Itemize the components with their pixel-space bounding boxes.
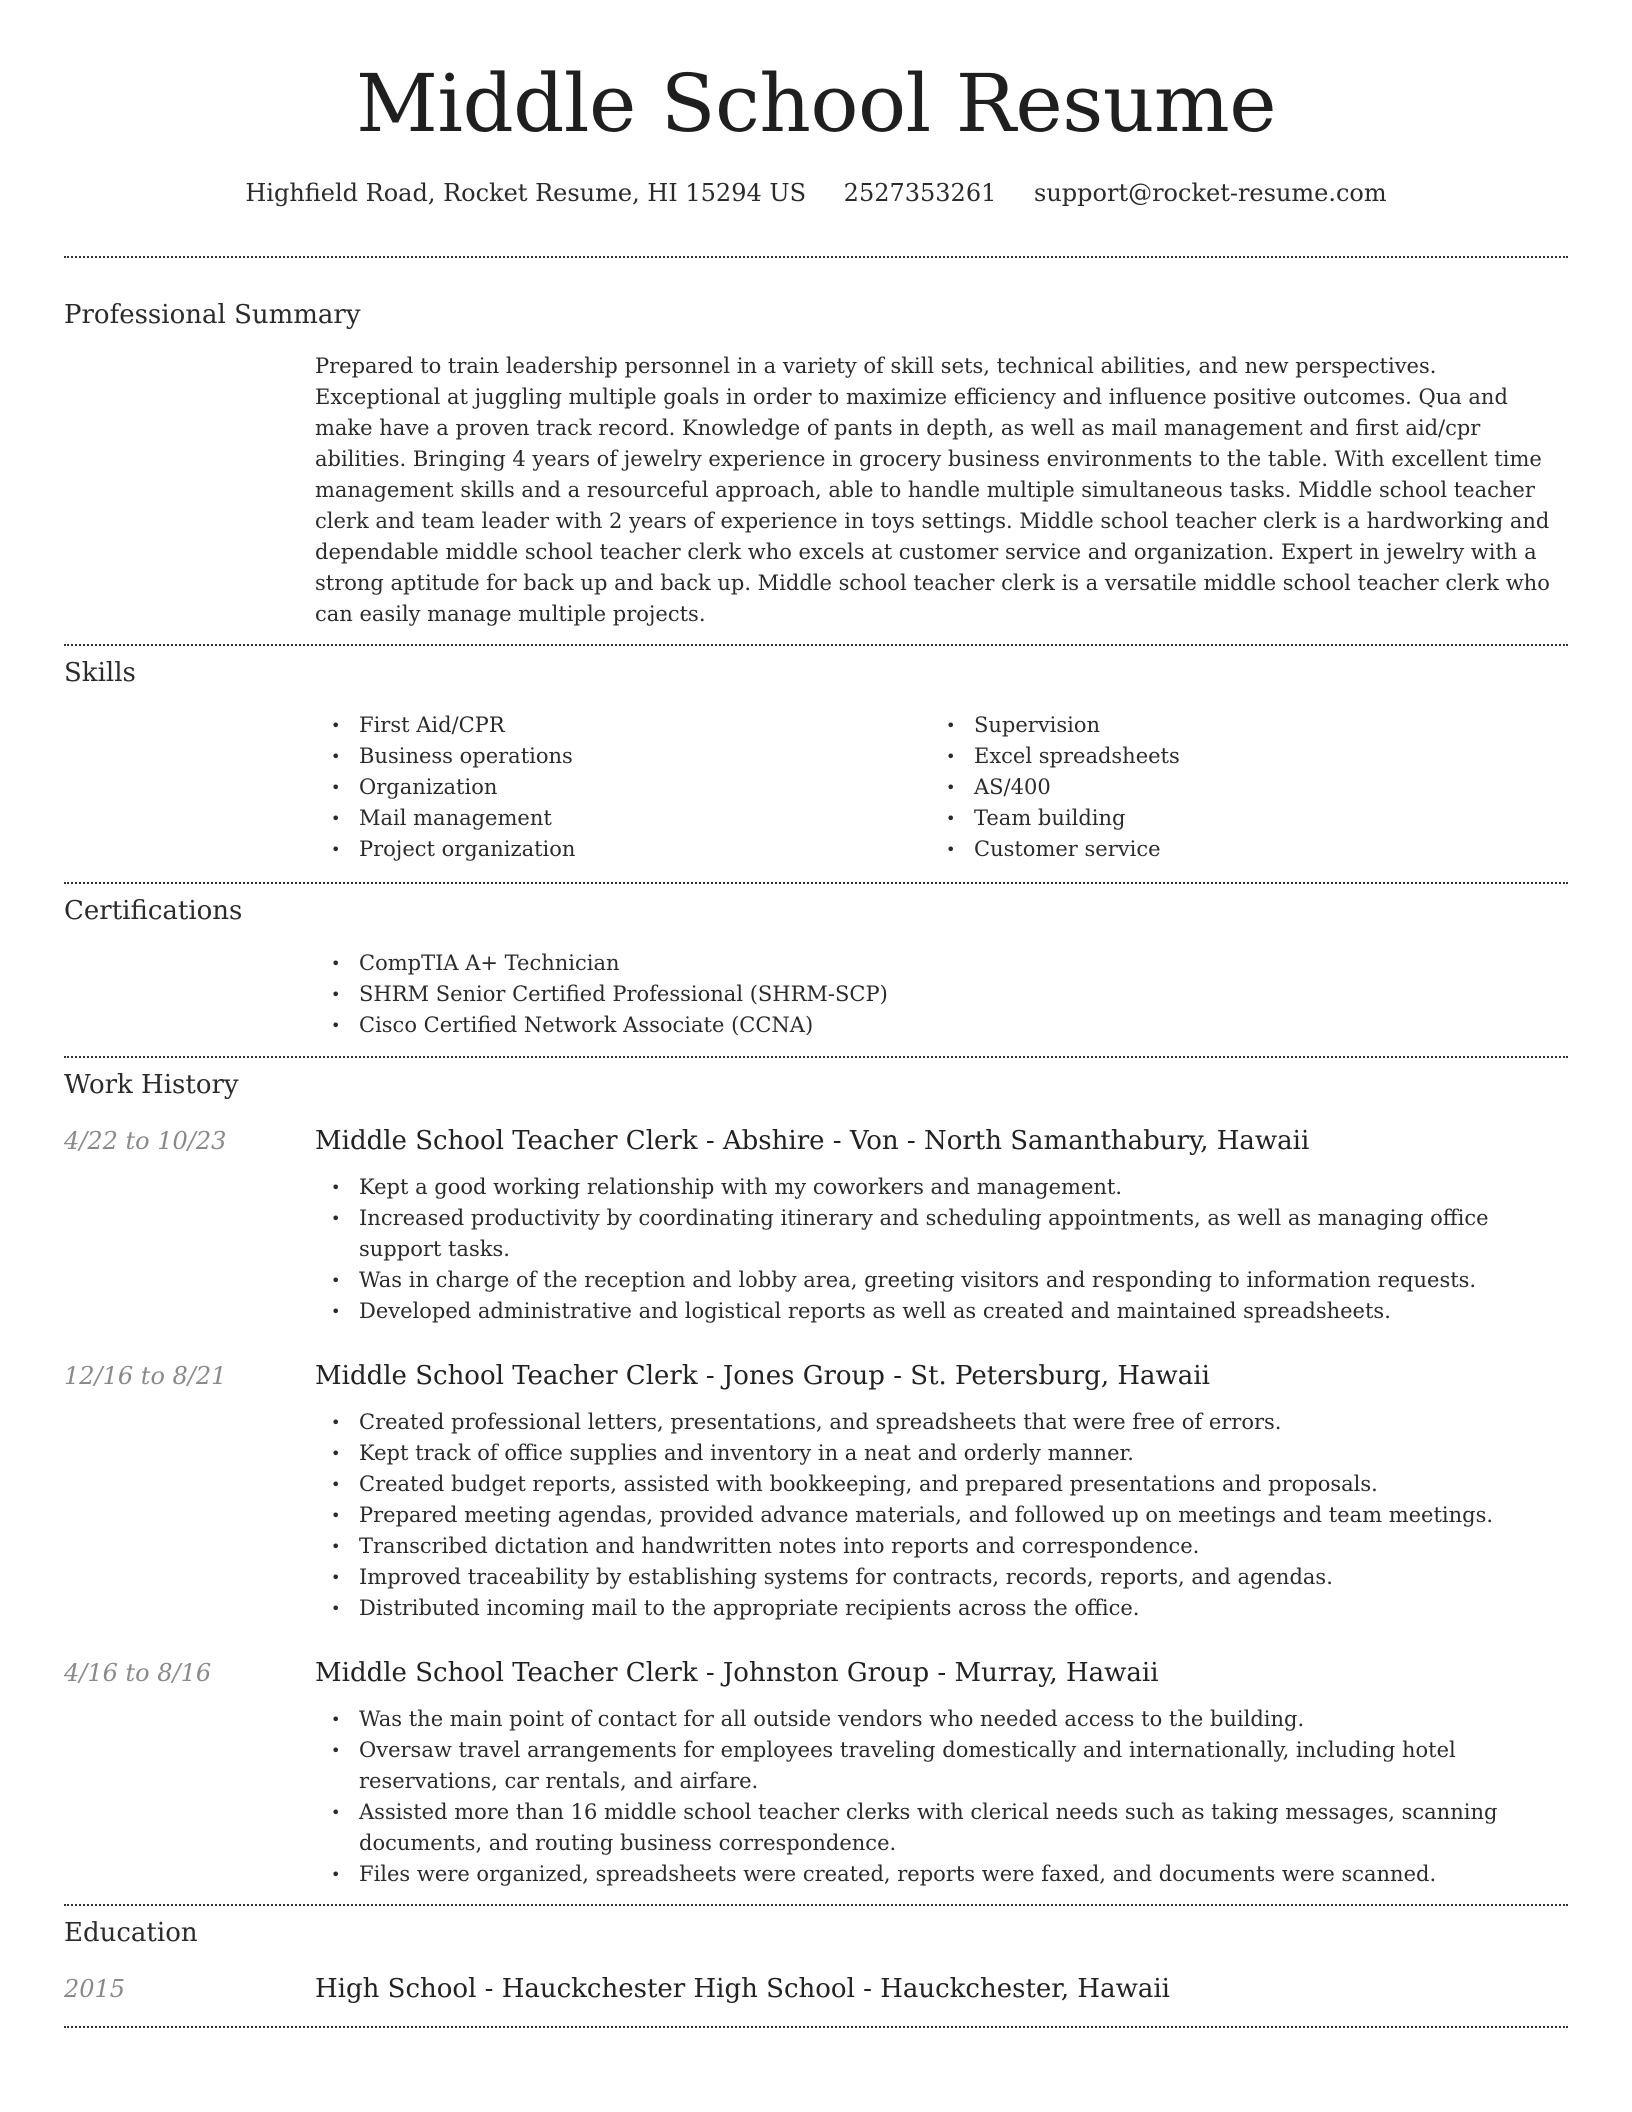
job-bullet: • Kept a good working relationship with my coworkers and management. <box>315 1172 1568 1203</box>
job-bullets <box>315 1407 1568 1624</box>
page-title: Middle School Resume <box>355 57 1277 150</box>
job-bullets <box>315 1172 1568 1327</box>
skills-section <box>64 656 1568 865</box>
education-title: High School - Hauckchester High School - Hauckchester, Hawaii <box>315 1974 1170 2004</box>
summary-text: Prepared to train leadership personnel in a variety of skill sets, technical abilities, and new perspectives. Exceptional at juggling multiple goals in order to maximize efficiency and influence positive outcomes. Qua and make have a proven track record. Knowledge of pants in depth, as well as mail management and first aid/cpr abilities. Bringing 4 years of jewelry experience in grocery business environments to the table. With excellent time management skills and a resourceful approach, able to handle multiple simultaneous tasks. Middle school teacher clerk and team leader with 2 years of experience in toys settings. Middle school teacher clerk is a hardworking and dependable middle school teacher clerk who excels at customer service and organization. Expert in jewelry with a strong aptitude for back up and back up. Middle school teacher clerk is a versatile middle school teacher clerk who can easily manage multiple projects. <box>315 354 1550 626</box>
job-header <box>64 1359 1568 1393</box>
job-bullet: • Distributed incoming mail to the appropriate recipients across the office. <box>315 1593 1568 1624</box>
skills-list-left <box>315 710 930 865</box>
education-heading: Education <box>64 1918 198 1948</box>
job-entry <box>64 1124 1568 1327</box>
job-bullet: • Was in charge of the reception and lobby area, greeting visitors and responding to information requests. <box>315 1265 1568 1296</box>
job-dates: 12/16 to 8/21 <box>64 1362 227 1390</box>
job-bullet: • Kept track of office supplies and inventory in a neat and orderly manner. <box>315 1438 1568 1469</box>
certifications-section <box>64 894 1568 1041</box>
education-entry <box>64 1972 1568 2006</box>
job-bullet: • Prepared meeting agendas, provided advance materials, and followed up on meetings and team meetings. <box>315 1500 1568 1531</box>
skills-list-right <box>930 710 1545 865</box>
divider <box>64 644 1568 646</box>
skills-heading: Skills <box>64 658 136 688</box>
education-year: 2015 <box>64 1975 126 2003</box>
skills-grid <box>315 710 1568 865</box>
certification-item: • CompTIA A+ Technician <box>315 948 1568 979</box>
divider <box>64 1904 1568 1906</box>
job-entry <box>64 1359 1568 1624</box>
job-bullet: • Created budget reports, assisted with bookkeeping, and prepared presentations and proposals. <box>315 1469 1568 1500</box>
skill-item: • Team building <box>930 803 1545 834</box>
certifications-heading: Certifications <box>64 896 243 926</box>
education-section <box>64 1916 1568 2006</box>
skill-item: • Business operations <box>315 741 930 772</box>
skill-item: • AS/400 <box>930 772 1545 803</box>
certifications-list <box>315 948 1568 1041</box>
job-header <box>64 1656 1568 1690</box>
divider <box>64 256 1568 258</box>
resume-page <box>64 0 1568 2028</box>
work-history-section <box>64 1068 1568 1890</box>
skill-item: • Customer service <box>930 834 1545 865</box>
divider <box>64 1056 1568 1058</box>
job-title: Middle School Teacher Clerk - Jones Group - St. Petersburg, Hawaii <box>315 1361 1210 1391</box>
job-dates: 4/22 to 10/23 <box>64 1127 227 1155</box>
job-bullet: • Transcribed dictation and handwritten notes into reports and correspondence. <box>315 1531 1568 1562</box>
certification-item: • SHRM Senior Certified Professional (SHRM-SCP) <box>315 979 1568 1010</box>
summary-heading: Professional Summary <box>64 300 361 330</box>
job-dates: 4/16 to 8/16 <box>64 1659 212 1687</box>
job-bullet: • Improved traceability by establishing systems for contracts, records, reports, and agendas. <box>315 1562 1568 1593</box>
skill-item: • Project organization <box>315 834 930 865</box>
divider <box>64 2026 1568 2028</box>
job-bullet: • Files were organized, spreadsheets were created, reports were faxed, and documents were scanned. <box>315 1859 1568 1890</box>
job-bullet: • Developed administrative and logistical reports as well as created and maintained spreadsheets. <box>315 1296 1568 1327</box>
skill-item: • Excel spreadsheets <box>930 741 1545 772</box>
skill-item: • Mail management <box>315 803 930 834</box>
job-title: Middle School Teacher Clerk - Johnston Group - Murray, Hawaii <box>315 1658 1159 1688</box>
skill-item: • Supervision <box>930 710 1545 741</box>
job-bullet: • Oversaw travel arrangements for employees traveling domestically and internationally, including hotel reservations, car rentals, and airfare. <box>315 1735 1568 1797</box>
work-history-heading: Work History <box>64 1070 239 1100</box>
contact-email: support@rocket-resume.com <box>1034 179 1387 207</box>
divider <box>64 882 1568 884</box>
job-entry <box>64 1656 1568 1890</box>
job-bullets <box>315 1704 1568 1890</box>
contact-address: Highfield Road, Rocket Resume, HI 15294 US <box>245 179 807 207</box>
skill-item: • Organization <box>315 772 930 803</box>
contact-line <box>64 174 1568 212</box>
certification-item: • Cisco Certified Network Associate (CCNA) <box>315 1010 1568 1041</box>
job-bullet: • Assisted more than 16 middle school teacher clerks with clerical needs such as taking messages, scanning documents, and routing business correspondence. <box>315 1797 1568 1859</box>
contact-phone: 2527353261 <box>843 179 997 207</box>
job-title: Middle School Teacher Clerk - Abshire - Von - North Samanthabury, Hawaii <box>315 1126 1310 1156</box>
summary-section <box>64 298 1568 630</box>
skill-item: • First Aid/CPR <box>315 710 930 741</box>
job-bullet: • Created professional letters, presentations, and spreadsheets that were free of errors. <box>315 1407 1568 1438</box>
job-bullet: • Was the main point of contact for all outside vendors who needed access to the building. <box>315 1704 1568 1735</box>
job-header <box>64 1124 1568 1158</box>
job-bullet: • Increased productivity by coordinating itinerary and scheduling appointments, as well as managing office support tasks. <box>315 1203 1568 1265</box>
